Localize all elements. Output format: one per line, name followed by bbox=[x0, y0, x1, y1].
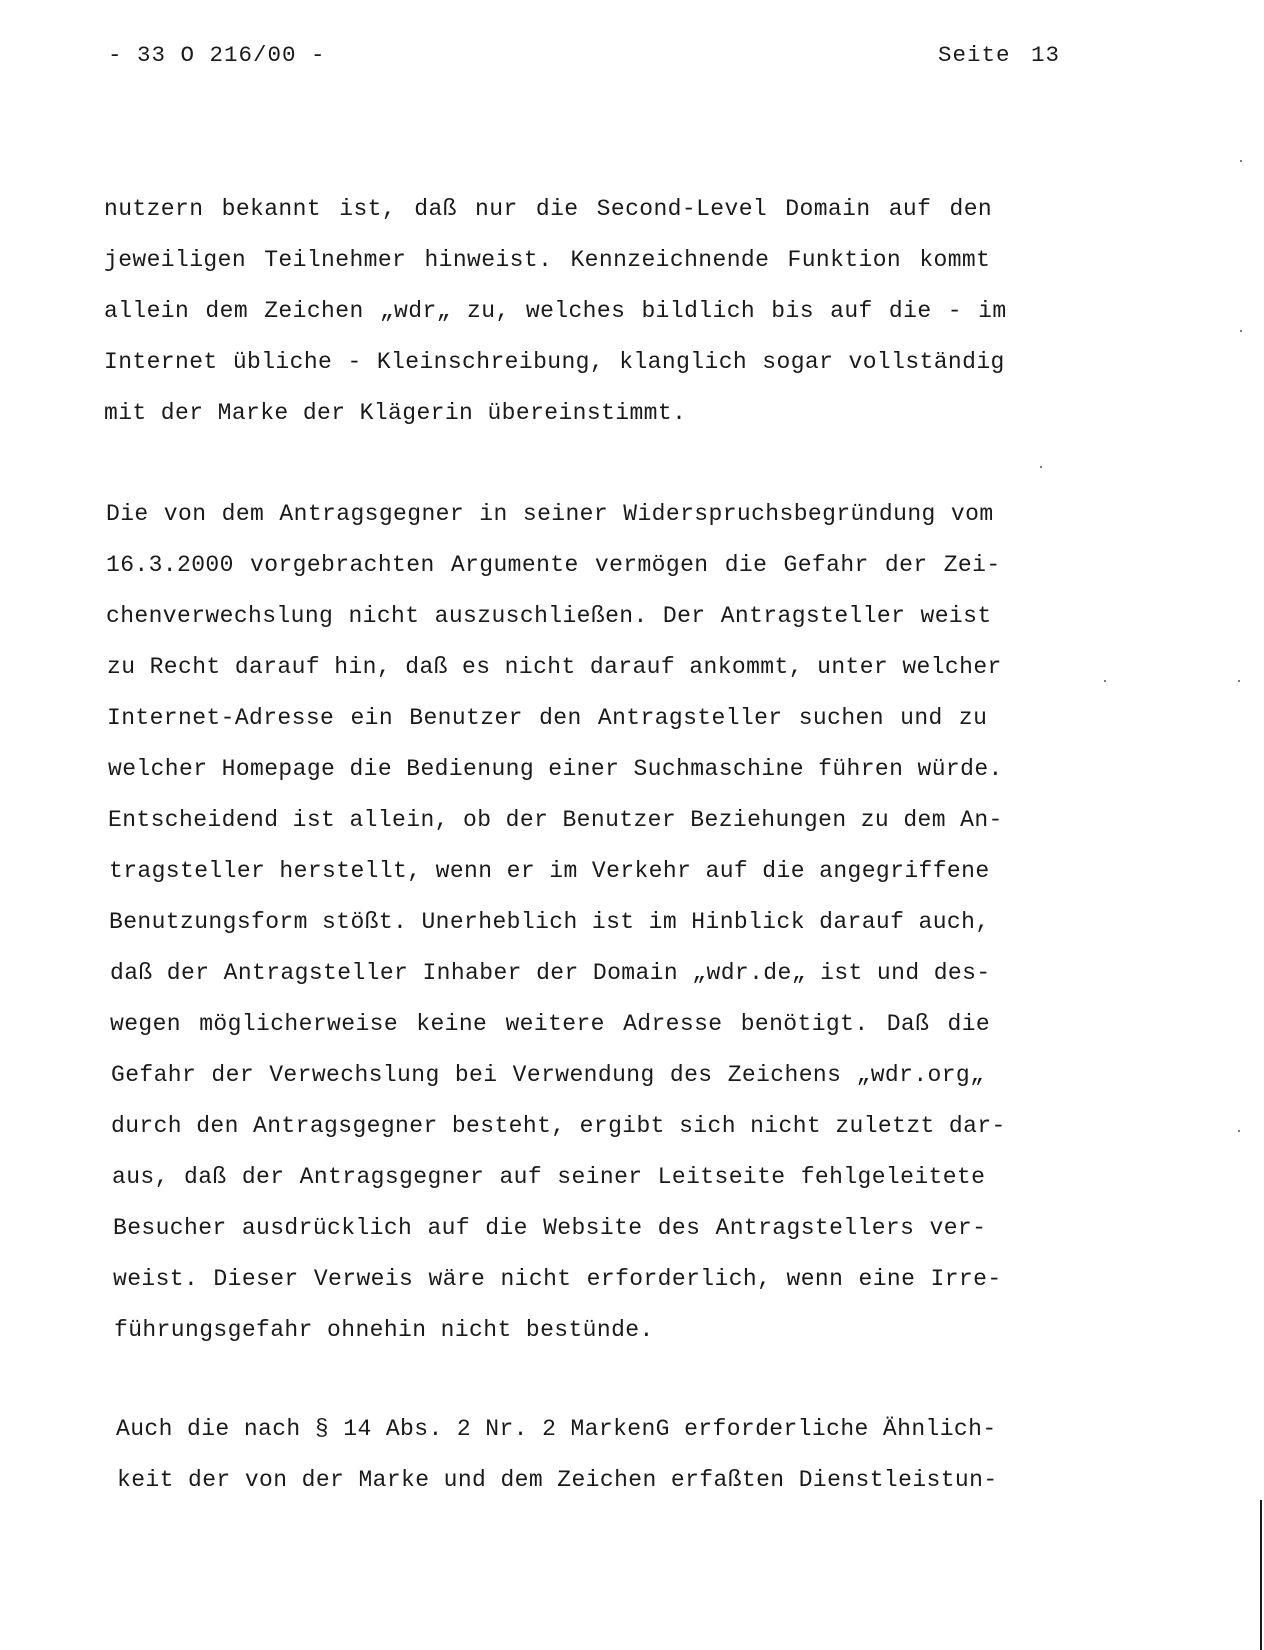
text-line: führungsgefahr ohnehin nicht bestünde. bbox=[114, 1317, 654, 1343]
scan-speck bbox=[1040, 466, 1042, 468]
text-line: Internet übliche - Kleinschreibung, klanglich sogar vollständig bbox=[104, 349, 1005, 375]
text-line: jeweiligen Teilnehmer hinweist. Kennzeichnende Funktion kommt bbox=[104, 247, 991, 273]
text-line: Auch die nach § 14 Abs. 2 Nr. 2 MarkenG erforderliche Ähnlich- bbox=[116, 1416, 997, 1442]
page-number: Seite 13 bbox=[938, 42, 1061, 68]
text-line: mit der Marke der Klägerin übereinstimmt. bbox=[104, 400, 687, 426]
text-line: allein dem Zeichen „wdr„ zu, welches bildlich bis auf die - im bbox=[104, 298, 1007, 324]
text-line: daß der Antragsteller Inhaber der Domain „wdr.de„ ist und des- bbox=[110, 960, 991, 986]
text-line: Benutzungsform stößt. Unerheblich ist im Hinblick darauf auch, bbox=[109, 909, 990, 935]
scan-speck bbox=[1238, 680, 1240, 682]
scan-speck bbox=[1240, 160, 1242, 162]
text-line: durch den Antragsgegner besteht, ergibt sich nicht zuletzt dar- bbox=[111, 1113, 1006, 1139]
text-line: Internet-Adresse ein Benutzer den Antragsteller suchen und zu bbox=[107, 705, 988, 731]
text-line: aus, daß der Antragsgegner auf seiner Leitseite fehlgeleitete bbox=[112, 1164, 986, 1190]
text-line: Gefahr der Verwechslung bei Verwendung des Zeichens „wdr.org„ bbox=[111, 1062, 985, 1088]
text-line: wegen möglicherweise keine weitere Adresse benötigt. Daß die bbox=[110, 1011, 991, 1037]
text-line: chenverwechslung nicht auszuschließen. Der Antragsteller weist bbox=[106, 603, 992, 629]
scan-speck bbox=[1240, 330, 1242, 332]
text-line: tragsteller herstellt, wenn er im Verkehr auf die angegriffene bbox=[109, 858, 990, 884]
text-line: weist. Dieser Verweis wäre nicht erforderlich, wenn eine Irre- bbox=[113, 1266, 1002, 1292]
scan-speck bbox=[1238, 1130, 1240, 1132]
scan-speck bbox=[1104, 680, 1106, 682]
text-line: Besucher ausdrücklich auf die Website des Antragstellers ver- bbox=[113, 1215, 987, 1241]
text-line: 16.3.2000 vorgebrachten Argumente vermögen die Gefahr der Zei- bbox=[106, 552, 1001, 578]
text-line: keit der von der Marke und dem Zeichen erfaßten Dienstleistun- bbox=[117, 1467, 998, 1493]
text-line: Die von dem Antragsgegner in seiner Widerspruchsbegründung vom bbox=[106, 501, 994, 527]
text-line: zu Recht darauf hin, daß es nicht darauf ankommt, unter welcher bbox=[107, 654, 1002, 680]
text-line: nutzern bekannt ist, daß nur die Second-Level Domain auf den bbox=[104, 196, 993, 222]
case-number: - 33 O 216/00 - bbox=[108, 42, 326, 68]
text-line: Entscheidend ist allein, ob der Benutzer Beziehungen zu dem An- bbox=[108, 807, 1003, 833]
scan-edge-line bbox=[1260, 1500, 1262, 1650]
text-line: welcher Homepage die Bedienung einer Suchmaschine führen würde. bbox=[108, 756, 1003, 782]
